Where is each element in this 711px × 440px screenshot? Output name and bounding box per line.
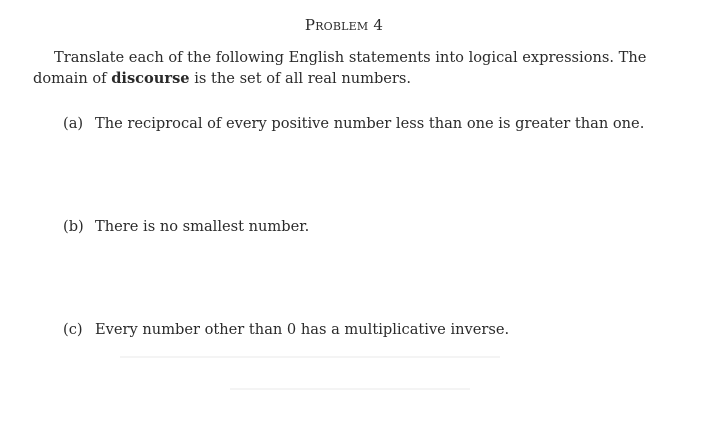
part-a-label: (a) xyxy=(63,115,84,132)
problem-heading-text: Problem 4 xyxy=(304,16,384,34)
part-c-label: (c) xyxy=(63,321,83,338)
part-b xyxy=(63,217,309,237)
instructions-text-end: is the set of all real numbers. xyxy=(189,70,412,87)
part-a-text: The reciprocal of every positive number less than one is greater than one. xyxy=(95,115,645,132)
part-c xyxy=(63,320,509,340)
part-a xyxy=(63,114,644,134)
problem-heading xyxy=(0,16,688,34)
faint-line-1 xyxy=(120,356,500,358)
instructions-text-start: Translate each of the following English statements into logical expressions. The domain of xyxy=(33,49,647,87)
problem-instructions xyxy=(33,47,673,89)
instructions-bold-term: discourse xyxy=(111,70,190,87)
part-b-text: There is no smallest number. xyxy=(95,218,310,235)
part-b-label: (b) xyxy=(63,218,84,235)
faint-line-2 xyxy=(230,388,470,390)
part-c-text: Every number other than 0 has a multiplicative inverse. xyxy=(95,321,510,338)
